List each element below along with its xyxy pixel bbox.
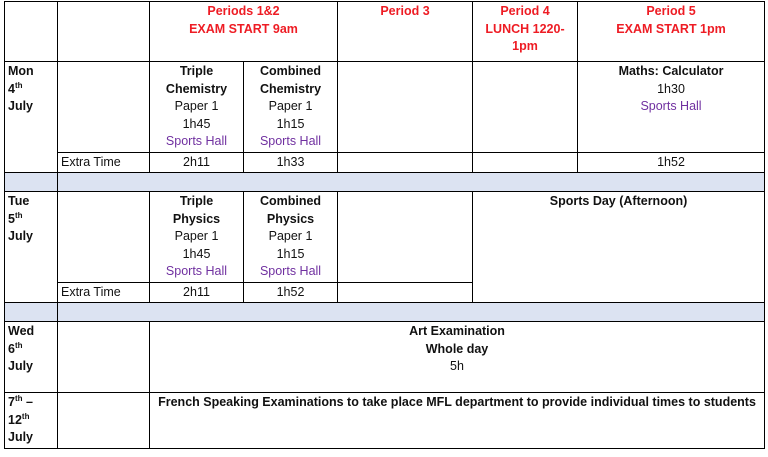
- separator-row: [5, 173, 765, 192]
- blank-cell: [338, 282, 473, 303]
- art-examination: Art Examination Whole day 5h: [150, 322, 765, 393]
- blank-cell: [58, 322, 150, 393]
- exam-triple-physics: Triple Physics Paper 1 1h45 Sports Hall: [150, 192, 244, 283]
- separator-cell: [58, 173, 765, 192]
- header-row: [5, 2, 765, 62]
- separator-cell: [5, 173, 58, 192]
- blank-cell: [58, 393, 150, 449]
- blank-cell: [338, 192, 473, 283]
- sports-day-afternoon: Sports Day (Afternoon): [473, 192, 765, 303]
- exam-combined-chemistry: Combined Chemistry Paper 1 1h15 Sports Hall: [244, 62, 338, 153]
- extra-time-label: Extra Time: [58, 282, 150, 303]
- blank-cell: [58, 192, 150, 283]
- blank-cell: [473, 62, 578, 153]
- extra-time-value: 2h11: [150, 282, 244, 303]
- mon-exam-row: [5, 62, 765, 153]
- mon-extra-time-row: [5, 152, 765, 173]
- separator-cell: [5, 303, 58, 322]
- blank-header-cell: [5, 2, 58, 62]
- blank-header-cell: [58, 2, 150, 62]
- day-cell-wed: Wed 6th July: [5, 322, 58, 393]
- header-period-5: Period 5 EXAM START 1pm: [578, 2, 765, 62]
- exam-maths-calculator: Maths: Calculator 1h30 Sports Hall: [578, 62, 765, 153]
- day-cell-tue: Tue 5th July: [5, 192, 58, 303]
- range-row: [5, 393, 765, 449]
- day-cell-range: 7th – 12th July: [5, 393, 58, 449]
- tue-exam-row: [5, 192, 765, 283]
- exam-timetable: [4, 1, 765, 449]
- blank-cell: [338, 152, 473, 173]
- separator-cell: [58, 303, 765, 322]
- header-period-3: Period 3: [338, 2, 473, 62]
- extra-time-label: Extra Time: [58, 152, 150, 173]
- french-speaking-note: French Speaking Examinations to take place MFL department to provide individual times to students: [150, 393, 765, 449]
- wed-row: [5, 322, 765, 393]
- extra-time-value: 1h52: [578, 152, 765, 173]
- extra-time-value: 1h52: [244, 282, 338, 303]
- separator-row: [5, 303, 765, 322]
- header-periods-1-2: Periods 1&2 EXAM START 9am: [150, 2, 338, 62]
- exam-combined-physics: Combined Physics Paper 1 1h15 Sports Hall: [244, 192, 338, 283]
- blank-cell: [473, 152, 578, 173]
- exam-triple-chemistry: Triple Chemistry Paper 1 1h45 Sports Hall: [150, 62, 244, 153]
- blank-cell: [58, 62, 150, 153]
- blank-cell: [338, 62, 473, 153]
- extra-time-value: 1h33: [244, 152, 338, 173]
- header-period-4: Period 4 LUNCH 1220- 1pm: [473, 2, 578, 62]
- day-cell-mon: Mon 4th July: [5, 62, 58, 173]
- extra-time-value: 2h11: [150, 152, 244, 173]
